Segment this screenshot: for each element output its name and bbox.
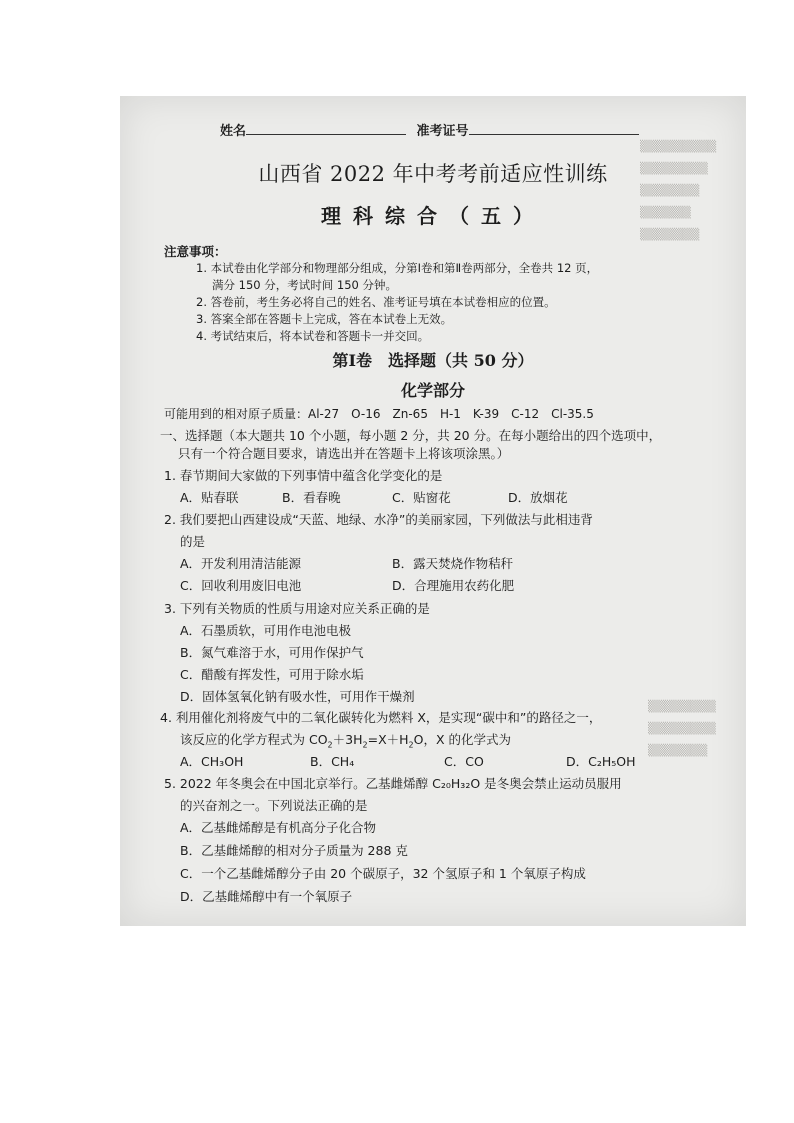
question-1-option-c: C．贴窗花 [392,490,451,505]
question-2-option-a: A．开发利用清洁能源 [180,556,302,571]
scanned-page [120,96,746,926]
candidate-header [220,120,639,139]
question-2-option-d: D．合理施用农药化肥 [392,578,515,593]
notice-item: 1. 本试卷由化学部分和物理部分组成，分第Ⅰ卷和第Ⅱ卷两部分，全卷共 12 页， [196,261,599,275]
bleed-through-texture-lower: ▒▒▒▒▒▒▒▒ ▒▒▒▒▒▒▒▒ ▒▒▒▒▒▒▒ [648,700,716,757]
page-title: 山西省 2022 年中考考前适应性训练 [258,162,608,186]
question-3-option-a: A．石墨质软，可用作电池电极 [180,623,352,638]
question-1-option-d: D．放烟花 [508,490,568,505]
question-4-option-c: C．CO [444,754,484,769]
notice-item: 4. 考试结束后，将本试卷和答题卡一并交回。 [196,329,430,343]
question-5-stem: 5. 2022 年冬奥会在中国北京举行。乙基雌烯醇 C₂₀H₃₂O 是冬奥会禁止运动员服用 [164,776,622,791]
bleed-through-texture: ▒▒▒▒▒▒▒▒▒ ▒▒▒▒▒▒▒▒ ▒▒▒▒▒▒▒ ▒▒▒▒▒▒ ▒▒▒▒▒▒▒ [640,140,717,241]
question-3-option-d: D．固体氢氧化钠有吸水性，可用作干燥剂 [180,689,415,704]
section-title: 第Ⅰ卷 选择题（共 50 分） [332,351,534,370]
question-5-stem-cont: 的兴奋剂之一。下列说法正确的是 [180,798,368,813]
question-1-option-a: A．贴春联 [180,490,239,505]
question-4-stem: 4. 利用催化剂将废气中的二氧化碳转化为燃料 X，是实现“碳中和”的路径之一， [160,710,602,725]
question-5-option-d: D．乙基雌烯醇中有一个氧原子 [180,889,353,904]
notice-heading: 注意事项： [164,244,227,259]
notice-item: 2. 答卷前，考生务必将自己的姓名、准考证号填在本试卷相应的位置。 [196,295,556,309]
question-1-option-b: B．看春晚 [282,490,341,505]
part-title: 化学部分 [400,381,465,400]
question-2-option-b: B．露天焚烧作物秸秆 [392,556,514,571]
exam-number-blank[interactable] [469,122,639,135]
question-4-option-b: B．CH₄ [310,754,355,769]
question-5-option-b: B．乙基雌烯醇的相对分子质量为 288 克 [180,843,408,858]
question-2-stem-cont: 的是 [180,534,206,549]
question-3-option-b: B．氮气难溶于水，可用作保护气 [180,645,364,660]
page-subtitle: 理科综合（五） [321,204,545,228]
question-5-option-c: C．一个乙基雌烯醇分子由 20 个碳原子，32 个氢原子和 1 个氧原子构成 [180,866,586,881]
question-4-option-d: D．C₂H₅OH [566,754,636,769]
notice-item: 3. 答案全部在答题卡上完成，答在本试卷上无效。 [196,312,453,326]
name-blank[interactable] [246,122,406,135]
instructions-line: 只有一个符合题目要求，请选出并在答题卡上将该项涂黑。） [178,446,510,461]
question-2-option-c: C．回收利用废旧电池 [180,578,302,593]
atomic-masses: 可能用到的相对原子质量：Al-27 O-16 Zn-65 H-1 K-39 C-12 Cl-35.5 [164,407,594,421]
question-1-stem: 1. 春节期间大家做的下列事情中蕴含化学变化的是 [164,468,443,483]
question-3-option-c: C．醋酸有挥发性，可用于除水垢 [180,667,364,682]
instructions-line: 一、选择题（本大题共 10 个小题，每小题 2 分，共 20 分。在每小题给出的四个选项中， [160,428,662,443]
question-3-stem: 3. 下列有关物质的性质与用途对应关系正确的是 [164,601,430,616]
name-label: 姓名 [220,124,247,139]
question-4-equation-line: 该反应的化学方程式为 $CO_2+3H_2=X+H_2O$，X 的化学式为 [180,732,512,750]
notice-item: 满分 150 分，考试时间 150 分钟。 [212,278,398,292]
question-5-option-a: A．乙基雌烯醇是有机高分子化合物 [180,820,377,835]
question-2-stem: 2. 我们要把山西建设成“天蓝、地绿、水净”的美丽家园，下列做法与此相违背 [164,512,593,527]
question-4-option-a: A．CH₃OH [180,754,244,769]
exam-number-label: 准考证号 [416,124,469,139]
